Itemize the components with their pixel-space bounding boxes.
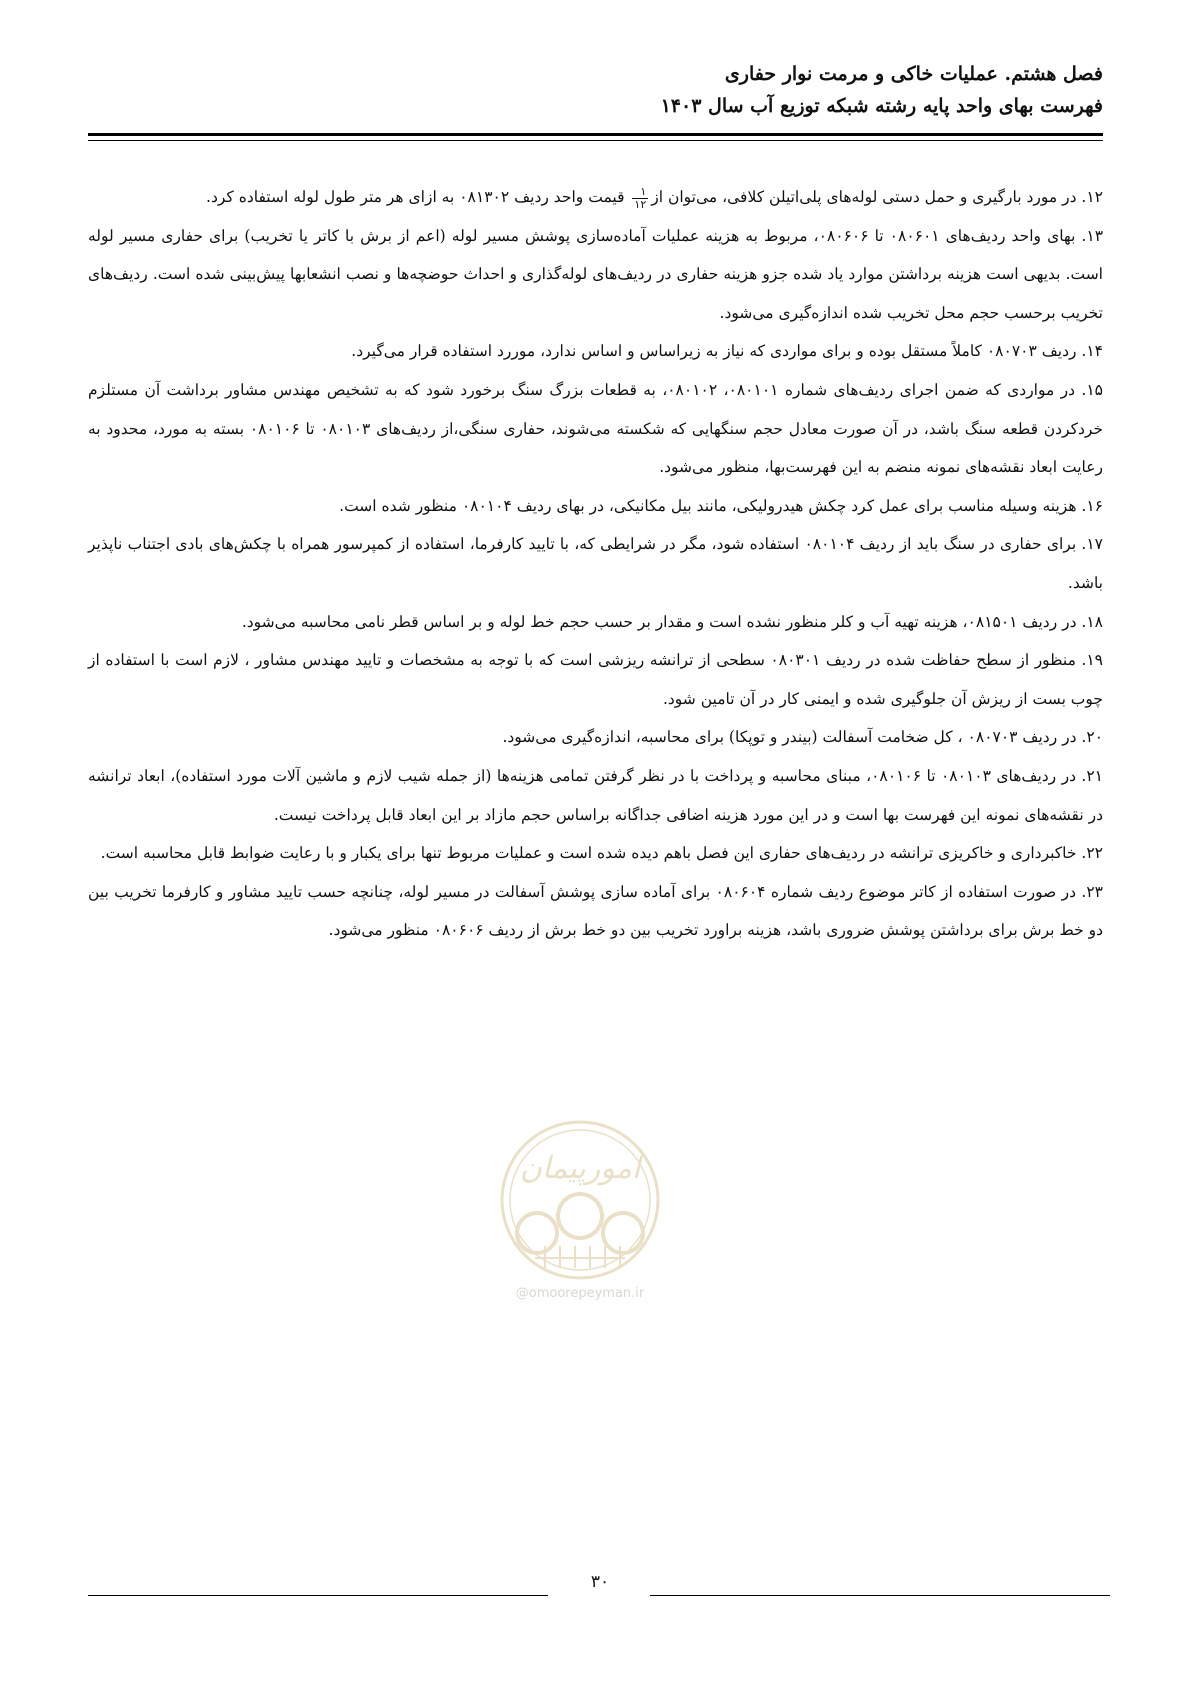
fraction: $\frac{۱}{۱۲}$ (634, 184, 647, 211)
note-paragraph: ۱۷. برای حفاری در سنگ باید از ردیف ۰۸۰۱۰۴ استفاده شود، مگر در شرایطی که، با تایید کارفرما، استفاده از کمپرسور همراه با چکش‌های بادی اجتناب ناپذیر باشد. (88, 535, 1104, 592)
note-paragraph: ۱۴. ردیف ۰۸۰۷۰۳ کاملاً مستقل بوده و برای مواردی که نیاز به زیراساس و اساس ندارد، موررد استفاده قرار می‌گیرد. (351, 342, 1103, 361)
note-paragraph: ۱۸. در ردیف ۰۸۱۵۰۱، هزینه تهیه آب و کلر منظور نشده است و مقدار بر حسب حجم خط لوله و بر اساس قطر نامی محاسبه می‌شود. (241, 612, 1103, 631)
chapter-title: فصل هشتم. عملیات خاکی و مرمت نوار حفاری (724, 63, 1103, 85)
note-paragraph: ۲۱. در ردیف‌های ۰۸۰۱۰۳ تا ۰۸۰۱۰۶، مبنای محاسبه و پرداخت با در نظر گرفتن تمامی هزینه‌ها (از جمله شیب لازم و ماشین آلات مورد استفاده)، ابعاد ترانشه در نقشه‌های نمونه این فهرست بها است و در این مورد هزینه اضافی جداگانه براساس حجم مازاد بر این ابعاد قابل پرداخت نیست. (88, 766, 1104, 824)
note-paragraph: ۱۶. هزینه وسیله مناسب برای عمل کرد چکش هیدرولیکی، مانند بیل مکانیکی، در بهای ردیف ۰۸۰۱۰۴ منظور شده است. (339, 496, 1103, 515)
note-paragraph: ۱۲. در مورد بارگیری و حمل دستی لوله‌های پلی‌اتیلن کلافی، می‌توان از $\frac{۱}{۱۲}$ قیمت واحد ردیف ۰۸۱۳۰۲ به ازای هر متر طول لوله استفاده کرد. (206, 184, 1103, 211)
note-paragraph: ۱۵. در مواردی که ضمن اجرای ردیف‌های شماره ۰۸۰۱۰۱، ۰۸۰۱۰۲، به قطعات بزرگ سنگ برخورد شود که به تشخیص مهندس مشاور برداشت آن مستلزم خردکردن قطعه سنگ باشد، در آن صورت معادل حجم سنگهایی که شکسته می‌شوند، حفاری سنگی،از ردیف‌های ۰۸۰۱۰۳ تا ۰۸۰۱۰۶ بسته به مورد، محدود به رعایت ابعاد نقشه‌های نمونه منضم به این فهرست‌بها، منظور می‌شود. (88, 380, 1104, 477)
page-number: ۳۰ (590, 1572, 610, 1592)
note-paragraph: ۲۲. خاکبرداری و خاکریزی ترانشه در ردیف‌های حفاری این فصل باهم دیده شده است و عملیات مربوط تنها برای یکبار و با رعایت ضوابط قابل محاسبه است. (100, 844, 1103, 863)
note-paragraph: ۱۳. بهای واحد ردیف‌های ۰۸۰۶۰۱ تا ۰۸۰۶۰۶، مربوط به هزینه عملیات آماده‌سازی پوشش مسیر لوله (اعم از برش با کاتر یا تخریب) برای حفاری مسیر لوله است. بدیهی است هزینه برداشتن موارد یاد شده جزو هزینه حفاری در ردیف‌های لوله‌گذاری و احداث حوضچه‌ها و نصب انشعابها پیش‌بینی شده است. ردیف‌های تخریب برحسب حجم محل تخریب شده اندازه‌گیری می‌شود. (88, 226, 1104, 322)
watermark (495, 1118, 665, 1308)
watermark-caption: @omoorepeyman.ir (515, 1286, 645, 1301)
book-title: فهرست بهای واحد پایه رشته شبکه توزیع آب سال ۱۴۰۳ (660, 95, 1103, 117)
watermark-logo-icon (495, 1118, 665, 1283)
note-paragraph: ۱۹. منظور از سطح حفاظت شده در ردیف ۰۸۰۳۰۱ سطحی از ترانشه ریزشی است که با توجه به مشخصات و تایید مهندس مشاور ، لازم است با استفاده از چوب بست از ریزش آن جلوگیری شده و ایمنی کار در آن تامین شود. (88, 651, 1103, 708)
note-paragraph: ۲۰. در ردیف ۰۸۰۷۰۳ ، کل ضخامت آسفالت (بیندر و توپکا) برای محاسبه، اندازه‌گیری می‌شود. (502, 728, 1103, 747)
header-rule-thick (88, 133, 1103, 136)
header-rule-thin (88, 140, 1103, 141)
watermark-logo-text: امورپیمان (519, 1151, 641, 1186)
footer-rule-right (650, 1595, 1110, 1596)
page-header (88, 58, 1103, 122)
note-paragraph: ۲۳. در صورت استفاده از کاتر موضوع ردیف شماره ۰۸۰۶۰۴ برای آماده سازی پوشش آسفالت در مسیر لوله، چنانچه حسب تایید مشاور و کارفرما تخریب بین دو خط برش برای برداشتن پوشش ضروری باشد، هزینه براورد تخریب بین دو خط برش از ردیف ۰۸۰۶۰۶ منظور می‌شود. (88, 882, 1103, 940)
notes-body (88, 178, 1103, 950)
footer-rule-left (88, 1595, 548, 1596)
